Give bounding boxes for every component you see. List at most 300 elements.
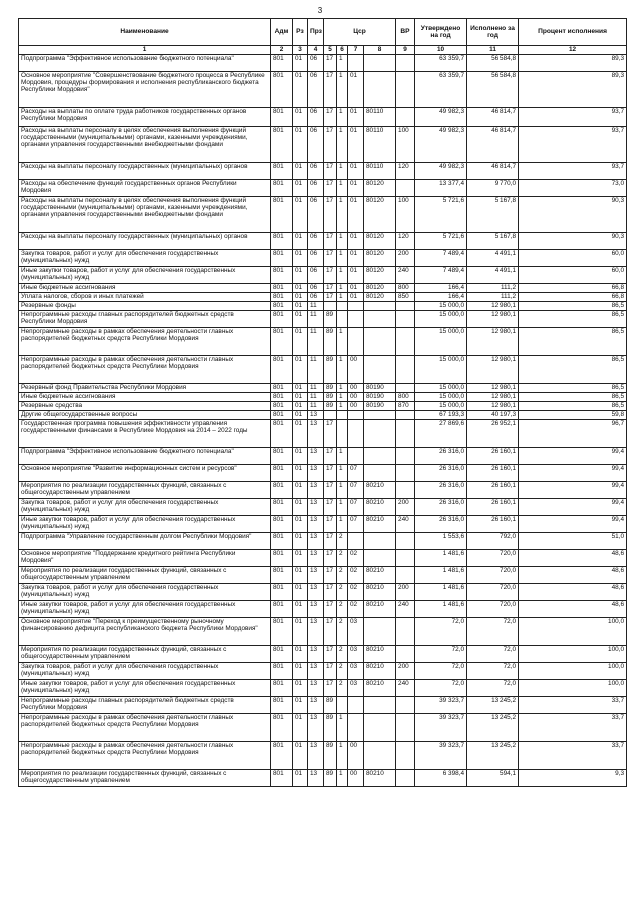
cell-executed: 13 245,2 (467, 742, 519, 770)
cell-csr-activity: 02 (348, 567, 364, 584)
cell-approved: 72,0 (415, 680, 467, 697)
table-row (19, 233, 627, 250)
cell-rz: 01 (293, 108, 308, 127)
cell-approved: 49 982,3 (415, 127, 467, 163)
cell-csr-program: 89 (324, 328, 337, 356)
cell-csr-program: 17 (324, 108, 337, 127)
cell-csr-direction (364, 420, 396, 448)
cell-approved: 1 553,6 (415, 533, 467, 550)
cell-prz: 13 (308, 663, 324, 680)
cell-prz: 13 (308, 618, 324, 646)
cell-prz: 06 (308, 108, 324, 127)
cell-prz: 06 (308, 72, 324, 108)
cell-csr-activity (348, 411, 364, 420)
cell-executed: 26 160,1 (467, 499, 519, 516)
cell-vr (396, 550, 415, 567)
cell-prz: 06 (308, 180, 324, 197)
table-row (19, 663, 627, 680)
table-row (19, 420, 627, 448)
cell-vr (396, 448, 415, 465)
cell-name: Непрограммные расходы главных распорядителей бюджетных средств Республики Мордовия (19, 697, 271, 714)
table-row (19, 411, 627, 420)
cell-vr: 240 (396, 267, 415, 284)
table-row (19, 499, 627, 516)
table-row (19, 356, 627, 384)
cell-csr-subprogram: 1 (337, 197, 348, 233)
cell-csr-program: 89 (324, 402, 337, 411)
cell-name: Подпрограмма "Управление государственным долгом Республики Мордовия" (19, 533, 271, 550)
cell-name: Иные закупки товаров, работ и услуг для обеспечения государственных (муниципальных) нужд (19, 516, 271, 533)
cell-adm: 801 (271, 411, 293, 420)
cell-csr-direction: 80210 (364, 646, 396, 663)
cell-prz: 06 (308, 233, 324, 250)
cell-csr-activity: 01 (348, 267, 364, 284)
header-executed: Исполнено за год (467, 19, 519, 46)
cell-csr-subprogram: 1 (337, 267, 348, 284)
cell-vr (396, 411, 415, 420)
cell-csr-activity (348, 328, 364, 356)
cell-executed: 40 197,3 (467, 411, 519, 420)
cell-adm: 801 (271, 697, 293, 714)
cell-csr-activity: 00 (348, 384, 364, 393)
table-row (19, 533, 627, 550)
cell-approved: 72,0 (415, 618, 467, 646)
cell-approved: 72,0 (415, 663, 467, 680)
cell-executed: 720,0 (467, 601, 519, 618)
cell-csr-direction: 80190 (364, 384, 396, 393)
cell-csr-direction (364, 72, 396, 108)
cell-vr (396, 311, 415, 328)
table-row (19, 646, 627, 663)
column-numbers-row (19, 46, 627, 55)
cell-csr-activity: 03 (348, 618, 364, 646)
cell-approved: 26 316,0 (415, 448, 467, 465)
cell-executed: 792,0 (467, 533, 519, 550)
cell-percent: 93,7 (519, 127, 627, 163)
cell-csr-activity: 01 (348, 163, 364, 180)
cell-csr-subprogram: 1 (337, 356, 348, 384)
cell-rz: 01 (293, 618, 308, 646)
header-adm: Адм (271, 19, 293, 46)
cell-rz: 01 (293, 393, 308, 402)
cell-csr-program: 17 (324, 680, 337, 697)
cell-csr-activity (348, 420, 364, 448)
table-row (19, 393, 627, 402)
cell-rz: 01 (293, 328, 308, 356)
cell-approved: 49 982,3 (415, 163, 467, 180)
cell-adm: 801 (271, 663, 293, 680)
cell-prz: 13 (308, 742, 324, 770)
table-row (19, 742, 627, 770)
table-row (19, 284, 627, 293)
cell-name: Закупка товаров, работ и услуг для обеспечения государственных (муниципальных) нужд (19, 499, 271, 516)
cell-approved: 7 489,4 (415, 267, 467, 284)
cell-executed: 4 491,1 (467, 250, 519, 267)
cell-csr-direction: 80120 (364, 197, 396, 233)
cell-csr-direction: 80210 (364, 601, 396, 618)
cell-vr (396, 618, 415, 646)
cell-adm: 801 (271, 55, 293, 72)
cell-prz: 11 (308, 393, 324, 402)
cell-prz: 11 (308, 384, 324, 393)
cell-approved: 15 000,0 (415, 393, 467, 402)
cell-vr (396, 533, 415, 550)
cell-csr-activity: 01 (348, 108, 364, 127)
cell-percent: 86,5 (519, 328, 627, 356)
cell-prz: 13 (308, 499, 324, 516)
cell-csr-activity: 01 (348, 284, 364, 293)
cell-csr-subprogram: 1 (337, 127, 348, 163)
cell-csr-subprogram: 1 (337, 448, 348, 465)
cell-prz: 13 (308, 411, 324, 420)
cell-name: Расходы на выплаты персоналу в целях обеспечения выполнения функций государственными (муниципальными) органами, казенными учреждениями, органами управления государственными внебюджетными фондами (19, 127, 271, 163)
cell-adm: 801 (271, 311, 293, 328)
cell-csr-activity: 00 (348, 402, 364, 411)
cell-executed: 5 167,8 (467, 197, 519, 233)
table-row (19, 180, 627, 197)
cell-prz: 11 (308, 302, 324, 311)
cell-prz: 06 (308, 163, 324, 180)
cell-csr-program: 89 (324, 770, 337, 787)
cell-vr (396, 108, 415, 127)
cell-approved: 166,4 (415, 284, 467, 293)
cell-vr (396, 384, 415, 393)
cell-csr-subprogram: 2 (337, 601, 348, 618)
cell-csr-subprogram: 1 (337, 384, 348, 393)
cell-percent: 100,0 (519, 680, 627, 697)
page-number: 3 (317, 6, 323, 15)
cell-prz: 11 (308, 328, 324, 356)
cell-csr-direction (364, 411, 396, 420)
cell-percent: 48,6 (519, 601, 627, 618)
cell-csr-subprogram (337, 420, 348, 448)
cell-approved: 166,4 (415, 293, 467, 302)
cell-csr-subprogram: 1 (337, 55, 348, 72)
column-number: 11 (467, 46, 519, 55)
cell-csr-activity: 01 (348, 250, 364, 267)
table-body (19, 55, 627, 787)
cell-executed: 26 160,1 (467, 465, 519, 482)
cell-csr-program: 89 (324, 742, 337, 770)
table-row (19, 311, 627, 328)
cell-approved: 15 000,0 (415, 311, 467, 328)
cell-approved: 13 377,4 (415, 180, 467, 197)
column-number: 6 (337, 46, 348, 55)
cell-executed: 72,0 (467, 680, 519, 697)
cell-executed: 72,0 (467, 663, 519, 680)
cell-csr-program: 17 (324, 250, 337, 267)
cell-csr-direction: 80110 (364, 108, 396, 127)
cell-adm: 801 (271, 393, 293, 402)
cell-csr-program: 17 (324, 180, 337, 197)
cell-prz: 11 (308, 311, 324, 328)
cell-name: Мероприятия по реализации государственных функций, связанных с общегосударственным управлением (19, 770, 271, 787)
cell-rz: 01 (293, 250, 308, 267)
cell-approved: 5 721,6 (415, 233, 467, 250)
cell-csr-program (324, 411, 337, 420)
table-row (19, 680, 627, 697)
table-row (19, 465, 627, 482)
cell-rz: 01 (293, 742, 308, 770)
cell-csr-activity: 07 (348, 499, 364, 516)
cell-approved: 39 323,7 (415, 697, 467, 714)
cell-csr-activity: 00 (348, 770, 364, 787)
table-row (19, 618, 627, 646)
cell-prz: 06 (308, 55, 324, 72)
table-row (19, 567, 627, 584)
cell-name: Непрограммные расходы в рамках обеспечения деятельности главных распорядителей бюджетных средств Республики Мордовия (19, 328, 271, 356)
cell-rz: 01 (293, 533, 308, 550)
cell-approved: 15 000,0 (415, 402, 467, 411)
table-row (19, 714, 627, 742)
cell-csr-activity (348, 697, 364, 714)
cell-executed: 56 584,8 (467, 72, 519, 108)
header-prz: Прз (308, 19, 324, 46)
column-number: 5 (324, 46, 337, 55)
cell-rz: 01 (293, 180, 308, 197)
cell-csr-subprogram: 1 (337, 393, 348, 402)
cell-executed: 12 980,1 (467, 384, 519, 393)
cell-percent: 51,0 (519, 533, 627, 550)
cell-percent: 9,3 (519, 770, 627, 787)
cell-prz: 13 (308, 584, 324, 601)
table-row (19, 550, 627, 567)
cell-approved: 67 193,3 (415, 411, 467, 420)
cell-vr: 800 (396, 393, 415, 402)
column-number: 12 (519, 46, 627, 55)
cell-percent: 60,0 (519, 250, 627, 267)
cell-adm: 801 (271, 127, 293, 163)
header-approved: Утверждено на год (415, 19, 467, 46)
cell-csr-subprogram: 2 (337, 567, 348, 584)
table-row (19, 127, 627, 163)
cell-csr-direction: 80210 (364, 584, 396, 601)
cell-name: Иные бюджетные ассигнования (19, 393, 271, 402)
cell-prz: 06 (308, 293, 324, 302)
cell-csr-direction: 80120 (364, 250, 396, 267)
cell-csr-direction (364, 550, 396, 567)
cell-approved: 5 721,6 (415, 197, 467, 233)
cell-approved: 63 359,7 (415, 72, 467, 108)
cell-csr-program: 17 (324, 584, 337, 601)
cell-approved: 49 982,3 (415, 108, 467, 127)
cell-csr-direction (364, 448, 396, 465)
cell-adm: 801 (271, 680, 293, 697)
cell-rz: 01 (293, 646, 308, 663)
cell-csr-activity: 01 (348, 197, 364, 233)
cell-vr: 200 (396, 584, 415, 601)
cell-csr-subprogram: 1 (337, 72, 348, 108)
cell-csr-subprogram (337, 311, 348, 328)
cell-prz: 13 (308, 482, 324, 499)
cell-rz: 01 (293, 293, 308, 302)
cell-prz: 11 (308, 402, 324, 411)
cell-approved: 26 316,0 (415, 482, 467, 499)
cell-csr-program: 17 (324, 55, 337, 72)
cell-rz: 01 (293, 284, 308, 293)
cell-percent: 86,5 (519, 356, 627, 384)
cell-csr-direction: 80210 (364, 680, 396, 697)
cell-executed: 720,0 (467, 584, 519, 601)
table-row (19, 402, 627, 411)
cell-csr-subprogram: 1 (337, 465, 348, 482)
cell-csr-program: 89 (324, 714, 337, 742)
cell-csr-direction: 80190 (364, 402, 396, 411)
cell-executed: 72,0 (467, 646, 519, 663)
cell-csr-direction: 80110 (364, 127, 396, 163)
cell-adm: 801 (271, 646, 293, 663)
cell-csr-program: 89 (324, 384, 337, 393)
cell-vr: 240 (396, 680, 415, 697)
cell-csr-subprogram: 2 (337, 646, 348, 663)
cell-csr-activity: 02 (348, 584, 364, 601)
cell-vr (396, 328, 415, 356)
table-row (19, 250, 627, 267)
cell-csr-subprogram: 2 (337, 533, 348, 550)
cell-csr-direction: 80210 (364, 499, 396, 516)
cell-csr-activity: 07 (348, 465, 364, 482)
cell-adm: 801 (271, 550, 293, 567)
cell-adm: 801 (271, 180, 293, 197)
cell-approved: 1 481,6 (415, 601, 467, 618)
cell-percent: 100,0 (519, 663, 627, 680)
cell-csr-program: 89 (324, 311, 337, 328)
cell-approved: 15 000,0 (415, 302, 467, 311)
cell-csr-activity (348, 533, 364, 550)
cell-adm: 801 (271, 293, 293, 302)
cell-adm: 801 (271, 618, 293, 646)
cell-approved: 6 398,4 (415, 770, 467, 787)
cell-name: Непрограммные расходы в рамках обеспечения деятельности главных распорядителей бюджетных средств Республики Мордовия (19, 714, 271, 742)
cell-vr: 100 (396, 197, 415, 233)
table-row (19, 55, 627, 72)
table-row (19, 302, 627, 311)
table-row (19, 584, 627, 601)
cell-percent: 33,7 (519, 714, 627, 742)
cell-percent: 93,7 (519, 163, 627, 180)
cell-prz: 06 (308, 197, 324, 233)
cell-csr-direction (364, 714, 396, 742)
cell-vr: 870 (396, 402, 415, 411)
cell-csr-activity: 07 (348, 516, 364, 533)
cell-csr-activity: 00 (348, 742, 364, 770)
cell-percent: 99,4 (519, 516, 627, 533)
cell-name: Расходы на выплаты по оплате труда работников государственных органов Республики Мордовия (19, 108, 271, 127)
cell-percent: 33,7 (519, 697, 627, 714)
cell-name: Расходы на обеспечение функций государственных органов Республики Мордовия (19, 180, 271, 197)
cell-adm: 801 (271, 714, 293, 742)
cell-csr-direction (364, 697, 396, 714)
cell-vr: 120 (396, 233, 415, 250)
cell-csr-program: 17 (324, 197, 337, 233)
cell-csr-direction (364, 533, 396, 550)
cell-percent: 90,3 (519, 233, 627, 250)
table-row (19, 163, 627, 180)
cell-name: Иные закупки товаров, работ и услуг для обеспечения государственных (муниципальных) нужд (19, 680, 271, 697)
cell-prz: 13 (308, 680, 324, 697)
cell-name: Непрограммные расходы в рамках обеспечения деятельности главных распорядителей бюджетных средств Республики Мордовия (19, 356, 271, 384)
cell-rz: 01 (293, 567, 308, 584)
header-csr: Цср (324, 19, 396, 46)
cell-rz: 01 (293, 55, 308, 72)
cell-csr-direction: 80210 (364, 567, 396, 584)
cell-csr-subprogram: 1 (337, 180, 348, 197)
cell-csr-activity: 00 (348, 393, 364, 402)
cell-vr: 240 (396, 516, 415, 533)
cell-adm: 801 (271, 516, 293, 533)
cell-csr-activity (348, 55, 364, 72)
cell-prz: 13 (308, 770, 324, 787)
cell-adm: 801 (271, 284, 293, 293)
cell-approved: 27 869,6 (415, 420, 467, 448)
column-number: 1 (19, 46, 271, 55)
cell-csr-program: 89 (324, 356, 337, 384)
cell-adm: 801 (271, 163, 293, 180)
cell-csr-program: 17 (324, 646, 337, 663)
cell-approved: 1 481,6 (415, 550, 467, 567)
cell-approved: 15 000,0 (415, 356, 467, 384)
cell-csr-program: 17 (324, 618, 337, 646)
cell-name: Расходы на выплаты персоналу государственных (муниципальных) органов (19, 233, 271, 250)
cell-csr-program: 17 (324, 567, 337, 584)
cell-name: Другие общегосударственные вопросы (19, 411, 271, 420)
cell-csr-direction (364, 55, 396, 72)
cell-vr (396, 567, 415, 584)
cell-executed: 13 245,2 (467, 697, 519, 714)
cell-rz: 01 (293, 197, 308, 233)
cell-csr-subprogram: 1 (337, 402, 348, 411)
cell-adm: 801 (271, 233, 293, 250)
cell-csr-program: 17 (324, 293, 337, 302)
cell-prz: 13 (308, 465, 324, 482)
cell-csr-program: 17 (324, 601, 337, 618)
cell-name: Закупка товаров, работ и услуг для обеспечения государственных (муниципальных) нужд (19, 584, 271, 601)
cell-prz: 13 (308, 567, 324, 584)
cell-name: Мероприятия по реализации государственных функций, связанных с общегосударственным управлением (19, 482, 271, 499)
cell-csr-subprogram: 1 (337, 482, 348, 499)
cell-vr (396, 465, 415, 482)
cell-csr-direction (364, 742, 396, 770)
cell-approved: 7 489,4 (415, 250, 467, 267)
cell-approved: 1 481,6 (415, 584, 467, 601)
cell-csr-direction (364, 356, 396, 384)
cell-executed: 720,0 (467, 550, 519, 567)
cell-vr (396, 72, 415, 108)
cell-vr (396, 420, 415, 448)
cell-approved: 63 359,7 (415, 55, 467, 72)
cell-name: Уплата налогов, сборов и иных платежей (19, 293, 271, 302)
cell-csr-direction (364, 328, 396, 356)
cell-adm: 801 (271, 267, 293, 284)
cell-csr-activity (348, 714, 364, 742)
cell-adm: 801 (271, 584, 293, 601)
cell-rz: 01 (293, 384, 308, 393)
cell-csr-direction: 80120 (364, 267, 396, 284)
cell-rz: 01 (293, 420, 308, 448)
cell-rz: 01 (293, 465, 308, 482)
cell-percent: 48,6 (519, 567, 627, 584)
cell-approved: 39 323,7 (415, 742, 467, 770)
cell-name: Расходы на выплаты персоналу государственных (муниципальных) органов (19, 163, 271, 180)
table-row (19, 293, 627, 302)
cell-csr-subprogram: 1 (337, 233, 348, 250)
cell-csr-direction: 80190 (364, 393, 396, 402)
cell-executed: 46 814,7 (467, 163, 519, 180)
cell-vr (396, 742, 415, 770)
cell-percent: 60,0 (519, 267, 627, 284)
table-header-row (19, 19, 627, 46)
cell-adm: 801 (271, 197, 293, 233)
